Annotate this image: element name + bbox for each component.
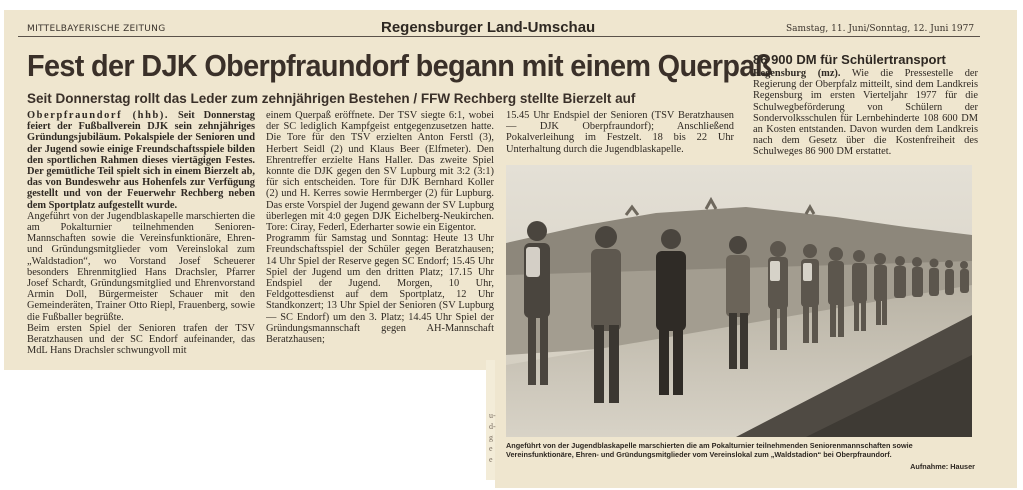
parade-photo-image	[506, 165, 972, 437]
sidebar-dateline: Regensburg (mz).	[753, 68, 841, 79]
issue-date: Samstag, 11. Juni/Sonntag, 12. Juni 1977	[786, 24, 975, 34]
article-subheadline: Seit Donnerstag rollt das Leder zum zehnjährigen Bestehen / FFW Rechberg stellte Bierzelt auf	[27, 91, 636, 106]
article-lead: Seit Donnerstag feiert der Fußballverein DJK sein zehnjähriges Gründungsjubiläum. Pokalspiele der Senioren und der Jugend sowie einige Freundschaftsspiele bilden den sportlichen Rahmen dieses viertägigen Festes. Der gemütliche Teil spielt sich in einem Bierzelt ab, das von Bundeswehr aus Hohenfels zur Verfügung gestellt und von der Feuerwehr Rechberg neben dem Sportplatz aufgestellt wurde.	[27, 110, 255, 211]
sidebar-article	[753, 68, 978, 156]
sidebar-headline: 86 900 DM für Schülertransport	[753, 52, 946, 67]
article-paragraph: einem Querpaß eröffnete. Der TSV siegte 6:1, wobei der SC lediglich Kampfgeist entgegenzusetzen hatte. Die Tore für den TSV erzielten Anton Ferstl (3), Herbert Seidl (2) und Klaus Beer (Elfmeter). Den Ehrentreffer erzielte Hans Haller. Das zweite Spiel konnte die DJK gegen den SV Lupburg mit 3:2 (3:1) für sich entscheiden. Tore für DJK Bernhard Koller (2) und H. Kerres sowie Herrnberger (2) für Lupburg. Das erste Vorspiel der Jugend gewann der SV Lupburg überlegen mit 4:0 gegen DJK Eichelberg-Neukirchen. Tore: Ciray, Federl, Ederharter sowie ein Eigentor.	[266, 110, 494, 234]
article-column-3	[506, 110, 734, 156]
article-paragraph: 15.45 Uhr Endspiel der Senioren (TSV Beratzhausen — DJK Oberpfraundorf); Anschließend Pokalverleihung im Festzelt. 18 bis 22 Uhr Unterhaltung durch die Jugendblaskapelle.	[506, 110, 734, 155]
article-column-1	[27, 110, 255, 356]
photo-credit: Aufnahme: Hauser	[910, 462, 975, 471]
masthead-rule	[18, 36, 980, 37]
article-dateline: Oberpfraundorf (hhb).	[27, 110, 170, 121]
article-paragraph: Beim ersten Spiel der Senioren trafen der TSV Beratzhausen und der SC Endorf aufeinander, das MdL Hans Drachsler schwungvoll mit	[27, 322, 255, 356]
photo-caption: Angeführt von der Jugendblaskapelle marschierten die am Pokalturnier teilnehmenden Seniorenmannschaften sowie Vereinsfunktionäre, Ehren- und Gründungsmitglieder vom Vereinslokal zum „Waldstadion“ bei Oberpfraundorf.	[506, 441, 913, 459]
section-title: Regensburger Land-Umschau	[381, 19, 596, 36]
newspaper-name: MITTELBAYERISCHE ZEITUNG	[27, 24, 166, 34]
sidebar-text: Wie die Pressestelle der Regierung der Oberpfalz mitteilt, sind dem Landkreis Regensburg im ersten Vierteljahr 1977 für die Schulwegbeförderung von Schülern der Sondervolksschulen für Lernbehinderte 108 600 DM an Kosten entstanden. Davon wurden dem Landkreis nach dem Gesetz über die Kostenfreiheit des Schulweges 86 900 DM erstattet.	[753, 68, 978, 156]
margin-fragment: u- d- g e e	[489, 411, 496, 464]
article-paragraph: Angeführt von der Jugendblaskapelle marschierten die am Pokalturnier teilnehmenden Senioren-Mannschaften sowie die Vereinsfunktionäre, Ehren- und Gründungsmitglieder vom Vereinslokal zum „Waldstadion“, wo Vorstand Josef Scheuerer besonders Ehrenmitglied Hans Drachsler, Pfarrer Josef Schardt, Gründungsmitglied und Ehrenvorstand Armin Doll, Bürgermeister Schauer mit den Gemeinderäten, Trainer Otto Riepl, Frauenberg, sowie die Fußballer begrüßte.	[27, 210, 255, 323]
parade-photo	[506, 165, 972, 437]
article-column-2	[266, 110, 494, 356]
article-paragraph: Programm für Samstag und Sonntag: Heute 13 Uhr Freundschaftsspiel der Schüler gegen Beratzhausen; 14 Uhr Spiel der Reserve gegen SC Endorf; 15.45 Uhr Spiel der Jugend um den dritten Platz; 17.15 Uhr Endspiel der Jugend. Morgen, 10 Uhr, Feldgottesdienst auf dem Sportplatz, 12 Uhr Standkonzert; 13 Uhr Spiel der Senioren (SV Lupburg — SC Endorf) um den 3. Platz; 14.45 Uhr Spiel der Gründungsmannschaft gegen AH-Mannschaft Beratzhausen;	[266, 233, 494, 346]
article-headline: Fest der DJK Oberpfraundorf begann mit einem Querpaß	[27, 48, 772, 83]
